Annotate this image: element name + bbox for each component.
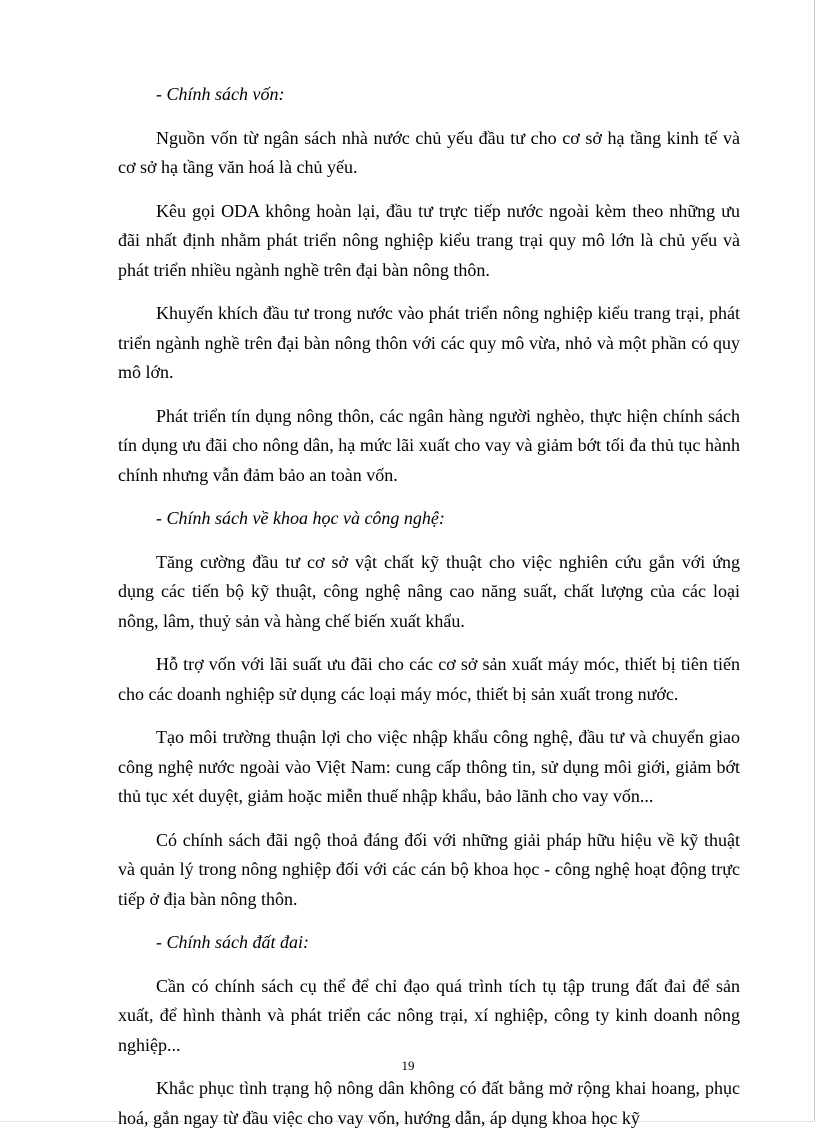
document-body [118, 80, 740, 1147]
paragraph: Có chính sách đãi ngộ thoả đáng đối với những giải pháp hữu hiệu về kỹ thuật và quản lý trong nông nghiệp đối với các cán bộ khoa học - công nghệ hoạt động trực tiếp ở địa bàn nông thôn. [118, 829, 740, 909]
paragraph: Nguồn vốn từ ngân sách nhà nước chủ yếu đầu tư cho cơ sở hạ tầng kinh tế và cơ sở hạ tầng văn hoá là chủ yếu. [118, 127, 740, 177]
paragraph: Phát triển tín dụng nông thôn, các ngân hàng người nghèo, thực hiện chính sách tín dụng ưu đãi cho nông dân, hạ mức lãi xuất cho vay và giảm bớt tối đa thủ tục hành chính nhưng vẫn đảm bảo an toàn vốn. [118, 405, 740, 485]
paragraph: Kêu gọi ODA không hoàn lại, đầu tư trực tiếp nước ngoài kèm theo những ưu đãi nhất định nhằm phát triển nông nghiệp kiểu trang trại quy mô lớn là chủ yếu và phát triển nhiều ngành nghề trên đại bàn nông thôn. [118, 200, 740, 280]
paragraph: Hỗ trợ vốn với lãi suất ưu đãi cho các cơ sở sản xuất máy móc, thiết bị tiên tiến cho các doanh nghiệp sử dụng các loại máy móc, thiết bị sản xuất trong nước. [118, 654, 740, 704]
paragraph: Khuyến khích đầu tư trong nước vào phát triển nông nghiệp kiểu trang trại, phát triển ngành nghề trên đại bàn nông thôn với các quy mô vừa, nhỏ và một phần có quy mô lớn. [118, 303, 740, 382]
paragraph: Cần có chính sách cụ thể để chỉ đạo quá trình tích tụ tập trung đất đai để sản xuất, để hình thành và phát triển các nông trại, xí nghiệp, công ty kinh doanh nông nghiệp... [118, 975, 740, 1055]
section-heading-capital-policy: - Chính sách vốn: [156, 84, 285, 104]
paragraph: Tăng cường đầu tư cơ sở vật chất kỹ thuật cho việc nghiên cứu gắn với ứng dụng các tiến bộ kỹ thuật, công nghệ nâng cao năng suất, chất lượng của các loại nông, lâm, thuỷ sản và hàng chế biến xuất khẩu. [118, 551, 740, 631]
paragraph: Tạo môi trường thuận lợi cho việc nhập khẩu công nghệ, đầu tư và chuyển giao công nghệ nước ngoài vào Việt Nam: cung cấp thông tin, sử dụng môi giới, giảm bớt thủ tục xét duyệt, giảm hoặc miễn thuế nhập khẩu, bảo lãnh cho vay vốn... [118, 727, 740, 806]
section-heading-land-policy: - Chính sách đất đai: [156, 932, 309, 952]
paragraph: Khắc phục tình trạng hộ nông dân không có đất bằng mở rộng khai hoang, phục hoá, gắn ngay từ đầu việc cho vay vốn, hướng dẫn, áp dụng khoa học kỹ [118, 1078, 740, 1128]
section-heading-science-technology-policy: - Chính sách về khoa học và công nghệ: [156, 508, 445, 528]
page-number: 19 [401, 1058, 415, 1073]
